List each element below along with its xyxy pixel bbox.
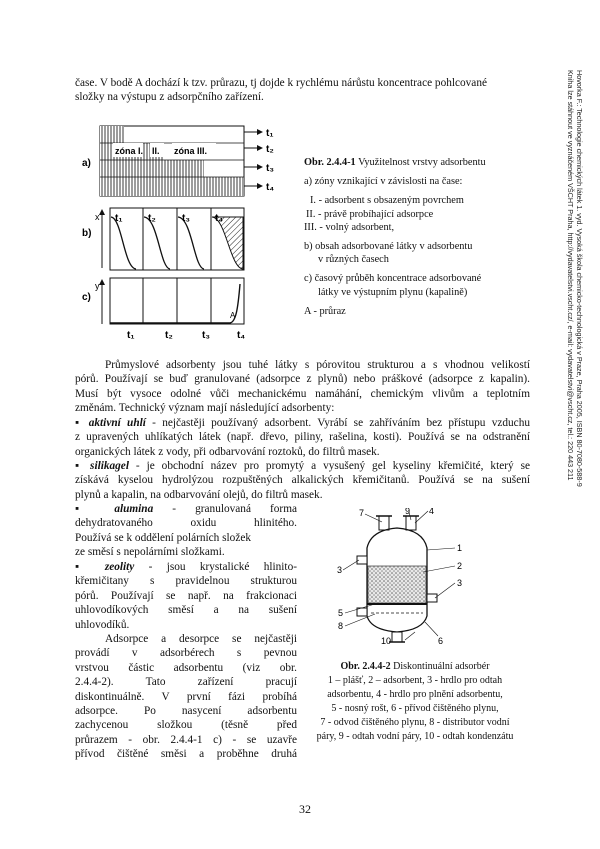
adsorber-num-3-right: 3 <box>457 578 463 588</box>
b-t3-label: t₃ <box>182 213 190 224</box>
fig2-caption-title: Diskontinuální adsorbér <box>393 661 490 672</box>
pl-line-1: Adsorpce a desorpce se nejčastěji <box>105 633 297 645</box>
page-number: 32 <box>299 802 311 816</box>
panel-a-label: a) <box>82 158 91 169</box>
a-t3-label: t₃ <box>266 163 274 174</box>
fig1-caption-z1: I. - adsorbent s obsazeným povrchem <box>310 195 464 207</box>
fig1-caption-z2: II. - právě probíhající adsorpce <box>306 208 434 220</box>
ze-line-1: - jsou krystalické hlinito- <box>134 561 297 573</box>
adsorber-num-10: 10 <box>381 636 392 646</box>
sg-line-2: získává kyselou hydrolýzou rozpuštěných alkalických křemičitanů. Používá se na sušení <box>75 474 530 487</box>
adsorber-num-7: 7 <box>359 508 365 518</box>
item-activated-carbon: ▪ aktivní uhlí - nejčastěji používaný adsorbent. Vyrábí se zahříváním bez přístupu vzduchu z upravených uhlíkatých látek (např. dřevo, piliny, rašelina, kosti). Používá se na odstranění organických látek z vody, při odbarvování roztoků, do filtrů masek. <box>75 417 530 458</box>
fig2-caption-line-3: 5 - nosný rošt, 6 - přívod čištěného plynu, <box>331 703 499 714</box>
adsorber-num-4: 4 <box>429 508 435 516</box>
item-zeolites: ▪ zeolity - jsou krystalické hlinito- křemičitany s pravidelnou strukturou pórů. Používají se např. na frakcionaci uhlovodíkových směsí a na sušení uhlovodíků. <box>75 561 297 631</box>
figure-1-caption <box>304 156 530 318</box>
al-line-2: dehydratovaného oxidu hlinitého. <box>75 517 297 530</box>
c-t2-label: t₂ <box>165 330 173 341</box>
b-axis-x-label: x <box>95 212 100 222</box>
c-axis-y-label: y <box>95 281 100 291</box>
c-t3-label: t₃ <box>202 330 210 341</box>
adsorber-num-9: 9 <box>405 508 411 516</box>
fig1-caption-b2: v různých časech <box>318 254 389 266</box>
figure-adsorbent-zones <box>80 118 295 343</box>
pl-line-7: zachycenou složkou (těsně před <box>75 719 297 732</box>
item-silica-gel: ▪ silikagel - je obchodní název pro promytý a vysušený gel kyseliny křemičité, který se získává kyselou hydrolýzou rozpuštěných alkalických křemičitanů. Používá se na sušení plynů a kapalin, na odbarvování olejů, do filtrů masek. <box>75 460 530 501</box>
adsorber-num-2: 2 <box>457 561 463 571</box>
pl-line-4: 2.4.4-2). Tato zařízení pracují <box>75 676 297 689</box>
ze-line-4: uhlovodíkových směsí a na sušení <box>75 604 297 617</box>
adsorber-num-6: 6 <box>438 636 444 646</box>
adsorber-num-3-left: 3 <box>337 565 343 575</box>
p1-line-3: Musí být vysoce odolné vůči mechanickému namáhání, chemickým vlivům a teplotním <box>75 387 530 400</box>
fig1-caption-b1: b) obsah adsorbované látky v adsorbentu <box>304 241 473 253</box>
zone-3-label: zóna III. <box>174 146 208 156</box>
pl-line-8: průrazem - obr. 2.4.4-1 c) - se uzavře <box>75 733 297 746</box>
al-line-4: ze směsí s nepolárními složkami. <box>75 546 225 559</box>
fig1-caption-title: Využitelnost vrstvy adsorbentu <box>358 157 486 168</box>
al-line-3: Používá se k oddělení polárních složek <box>75 531 251 544</box>
fig1-caption-A: A - průraz <box>304 305 346 317</box>
fig2-caption-line-5: páry, 9 - odtah vodní páry, 10 - odtah kondenzátu <box>316 731 514 742</box>
figure-adsorber <box>335 508 485 648</box>
p1-line-1: Průmyslové adsorbenty jsou tuhé látky s pórovitou strukturou a s vhodnou velikostí <box>105 359 530 371</box>
adsorber-num-8: 8 <box>338 621 344 631</box>
fig2-caption-line-4: 7 - odvod čištěného plynu, 8 - distributor vodní <box>320 717 510 728</box>
pl-line-9: přívod čištěné směsi a proběhne druhá <box>75 748 297 761</box>
fig1-caption-z3: III. - volný adsorbent, <box>304 221 395 233</box>
pl-line-3: vrstvou částic adsorbentu (viz obr. <box>75 661 297 674</box>
pl-line-5: diskontinuálně. V první fázi probíhá <box>75 690 297 703</box>
pl-line-2: provádí v adsorbérech s pevnou <box>75 647 297 660</box>
adsorber-num-5: 5 <box>338 608 344 618</box>
al-line-1: - granulovaná forma <box>153 503 297 515</box>
sg-line-3: plynů a kapalin, na odbarvování olejů, do filtrů masek. <box>75 488 323 501</box>
b-t4-label: t₄ <box>215 213 224 224</box>
ze-line-5: uhlovodíků. <box>75 618 130 631</box>
ze-line-2: křemičitany s pravidelnou strukturou <box>75 575 297 588</box>
side-note <box>534 70 584 690</box>
figure-2-caption <box>300 660 530 744</box>
ac-line-3: organických látek z vody, při odbarvování roztoků, do filtrů masek. <box>75 445 380 458</box>
term-silica-gel: silikagel <box>90 460 129 472</box>
side-note-line-1: Hovorka F.: Technologie chemických látek 1. vyd. Vysoká škola chemicko-technologická v Praze, Praha 2005, ISBN 80-7080-588-9 <box>575 70 584 487</box>
a-t1-label: t₁ <box>266 128 274 139</box>
fig1-caption-c2: látky ve výstupním plynu (kapalině) <box>318 286 468 298</box>
paragraph-adsorption-desorption <box>75 632 297 762</box>
sg-line-1: - je obchodní název pro promytý a vysušený gel kyseliny křemičité, který se <box>128 460 530 472</box>
fig2-caption-line-2: adsorbentu, 4 - hrdlo pro plnění adsorbentu, <box>327 689 503 700</box>
a-t2-label: t₂ <box>266 144 274 155</box>
side-note-line-2: Kniha lze stáhnout ve vyznáčeném VŠCHT Praha, http://vydavatelstvi.vscht.cz/, e-mail: vydavatelstvi@vscht.cz, tel.: 220 443 211 <box>565 70 575 481</box>
b-t1-label: t₁ <box>115 213 123 224</box>
panel-b-label: b) <box>82 228 92 239</box>
zone-1-label: zóna I. <box>115 146 144 156</box>
adsorber-num-1: 1 <box>457 543 463 553</box>
term-zeolites: zeolity <box>104 561 135 573</box>
p1-line-2: pórů. Používají se buď granulované (adsorpce z plynů) nebo práškové (adsorpce z kapalin). <box>75 373 530 386</box>
pl-line-6: adsorpce. Po nasycení adsorbentu <box>75 705 297 718</box>
a-t4-label: t₄ <box>266 182 275 193</box>
point-a-label: A <box>230 311 236 320</box>
fig2-caption-num: Obr. 2.4.4-2 <box>340 661 391 672</box>
fig1-caption-c1: c) časový průběh koncentrace adsorbované <box>304 273 482 285</box>
fig1-caption-num: Obr. 2.4.4-1 <box>304 157 356 168</box>
p1-line-4: změnám. Technický význam mají následující adsorbenty: <box>75 402 335 415</box>
c-t4-label: t₄ <box>237 330 246 341</box>
item-alumina: ▪ alumina - granulovaná forma dehydratovaného oxidu hlinitého. Používá se k oddělení polárních složek ze směsí s nepolárními složkami. <box>75 503 297 559</box>
ac-line-2: z upravených uhlíkatých látek (např. dřevo, piliny, rašelina, kosti). Používá se na odstranění <box>75 431 530 444</box>
panel-c-label: c) <box>82 292 91 303</box>
zone-2-label: II. <box>152 146 160 156</box>
term-activated-carbon: aktivní uhlí <box>88 417 146 429</box>
b-t2-label: t₂ <box>148 213 156 224</box>
intro-line-1: čase. V bodě A dochází k tzv. průrazu, tj dojde k rychlému nárůstu koncentrace pohlcované <box>75 77 487 89</box>
paragraph-adsorbents <box>75 358 530 416</box>
fig2-caption-line-1: 1 – plášť, 2 – adsorbent, 3 - hrdlo pro odtah <box>327 675 503 686</box>
term-alumina: alumina <box>114 503 154 515</box>
ac-line-1: - nejčastěji používaný adsorbent. Vyrábí se zahříváním bez přístupu vzduchu <box>145 417 530 429</box>
fig1-caption-a: a) zóny vznikající v závislosti na čase: <box>304 176 463 188</box>
intro-line-2: složky na výstupu z adsorpčního zařízení. <box>75 91 264 103</box>
c-t1-label: t₁ <box>127 330 135 341</box>
adsorbent-bed <box>368 566 426 603</box>
ze-line-3: pórů. Používají se např. na frakcionaci <box>75 589 297 602</box>
